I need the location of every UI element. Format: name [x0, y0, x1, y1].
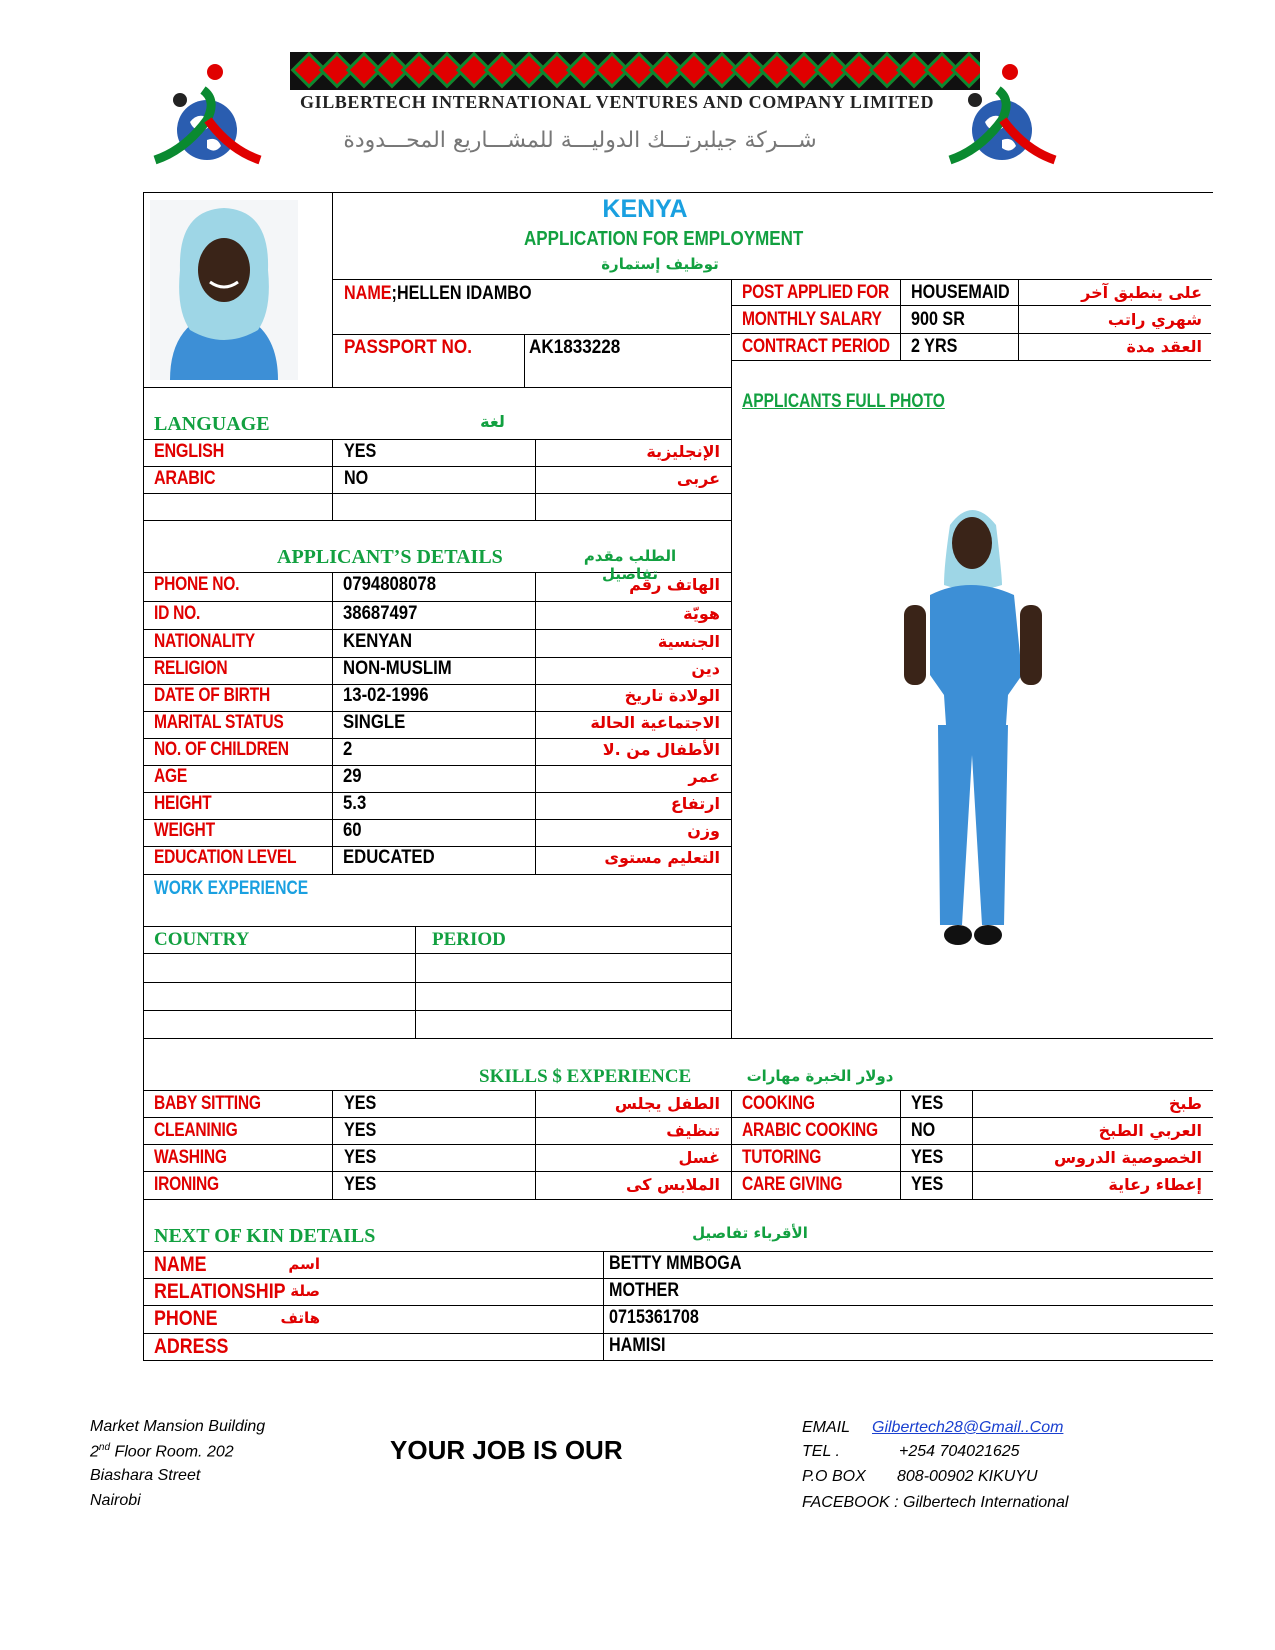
language-value: NO	[344, 468, 369, 489]
language-heading-ar: لغة	[480, 412, 505, 431]
banner-diamond	[951, 52, 980, 88]
skills-heading: SKILLS $ EXPERIENCE	[479, 1066, 692, 1087]
salary-value: 900 SR	[911, 309, 965, 330]
language-label-ar: عربى	[676, 469, 720, 488]
detail-label: NATIONALITY	[154, 631, 255, 652]
kin-label: NAME	[154, 1253, 207, 1276]
detail-label: ID NO.	[154, 603, 201, 624]
detail-label: DATE OF BIRTH	[154, 685, 270, 706]
language-heading: LANGUAGE	[154, 413, 270, 435]
footer-tel-label: TEL .	[802, 1443, 840, 1460]
detail-label: WEIGHT	[154, 820, 215, 841]
detail-label-ar: الهاتف رقم	[629, 575, 720, 594]
work-period-header: PERIOD	[432, 929, 506, 950]
kin-heading: NEXT OF KIN DETAILS	[154, 1225, 376, 1247]
kin-label-ar: صلة	[290, 1282, 320, 1300]
language-label: ARABIC	[154, 468, 216, 489]
detail-value: KENYAN	[343, 631, 413, 652]
skill-value: YES	[911, 1093, 944, 1114]
company-name-ar: شـــركة جيلبرتـــك الدوليـــة للمشـــاريع المحـــدودة	[343, 128, 817, 153]
detail-label: PHONE NO.	[154, 574, 240, 595]
contract-value: 2 YRS	[911, 336, 958, 357]
kin-value: MOTHER	[609, 1280, 679, 1301]
footer-pobox-value: 808-00902 KIKUYU	[897, 1468, 1038, 1485]
contract-label: CONTRACT PERIOD	[742, 336, 890, 357]
skill-label-ar: غسل	[678, 1148, 720, 1167]
detail-label-ar: الولادة تاريخ	[624, 686, 720, 705]
kin-label: PHONE	[154, 1307, 218, 1330]
skill-label: TUTORING	[742, 1147, 822, 1168]
table-rule	[143, 601, 731, 602]
detail-value: 13-02-1996	[343, 685, 429, 706]
salary-ar: شهري راتب	[1107, 310, 1202, 329]
table-rule	[143, 792, 731, 793]
skill-label-ar: الملابس كى	[625, 1175, 720, 1194]
skill-value: YES	[911, 1174, 944, 1195]
language-value: YES	[344, 441, 377, 462]
form-title: APPLICATION FOR EMPLOYMENT	[524, 228, 804, 250]
footer-address-line1: Market Mansion Building	[90, 1418, 266, 1435]
detail-label-ar: الاجتماعية الحالة	[590, 713, 720, 732]
kin-value: 0715361708	[609, 1307, 699, 1328]
detail-value: 0794808078	[343, 574, 436, 595]
footer-tel-value: +254 704021625	[899, 1443, 1020, 1460]
skill-value: YES	[911, 1147, 944, 1168]
detail-label: MARITAL STATUS	[154, 712, 284, 733]
detail-value: 5.3	[343, 793, 367, 814]
footer-email-label: EMAIL	[802, 1419, 851, 1436]
detail-label: EDUCATION LEVEL	[154, 847, 297, 868]
table-rule	[143, 629, 731, 630]
detail-value: NON-MUSLIM	[343, 658, 452, 679]
kin-label: RELATIONSHIP	[154, 1280, 286, 1303]
post-label: POST APPLIED FOR	[742, 282, 889, 303]
detail-label-ar: الجنسية	[657, 632, 720, 651]
applicant-full-photo	[890, 495, 1060, 955]
detail-value: 29	[343, 766, 362, 787]
language-label: ENGLISH	[154, 441, 225, 462]
detail-label: HEIGHT	[154, 793, 212, 814]
detail-label-ar: عمر	[688, 767, 720, 786]
skill-label-ar: العربي الطبخ	[1098, 1121, 1202, 1140]
kin-label: ADRESS	[154, 1335, 229, 1358]
skill-value: YES	[344, 1120, 377, 1141]
applicant-portrait-photo	[150, 200, 298, 380]
kin-value: BETTY MMBOGA	[609, 1253, 742, 1274]
skill-value: YES	[344, 1174, 377, 1195]
skill-label-ar: طبخ	[1168, 1094, 1202, 1113]
detail-label-ar: التعليم مستوى	[604, 848, 720, 867]
skill-value: NO	[911, 1120, 936, 1141]
skill-label-ar: الطفل يجلس	[614, 1094, 720, 1113]
skill-value: YES	[344, 1147, 377, 1168]
passport-label: PASSPORT NO.	[344, 337, 472, 358]
skill-label: IRONING	[154, 1174, 219, 1195]
detail-value: 60	[343, 820, 362, 841]
passport-value: AK1833228	[529, 337, 621, 358]
detail-label: AGE	[154, 766, 188, 787]
language-label-ar: الإنجليزية	[646, 442, 720, 461]
skills-heading-ar: دولار الخبرة مهارات	[746, 1067, 894, 1085]
work-experience-heading: WORK EXPERIENCE	[154, 878, 309, 899]
skill-label: ARABIC COOKING	[742, 1120, 878, 1141]
post-value: HOUSEMAID	[911, 282, 1010, 303]
skill-label-ar: تنظيف	[666, 1121, 720, 1140]
detail-label: NO. OF CHILDREN	[154, 739, 289, 760]
company-logo-left	[145, 60, 270, 175]
form-title-ar: توظيف إستمارة	[601, 255, 719, 273]
work-country-header: COUNTRY	[154, 929, 250, 950]
footer-address-line3: Biashara Street	[90, 1467, 201, 1484]
kin-value: HAMISI	[609, 1335, 666, 1356]
kin-label-ar: اسم	[288, 1255, 320, 1273]
detail-value: EDUCATED	[343, 847, 435, 868]
company-name-en: GILBERTECH INTERNATIONAL VENTURES AND COMPANY LIMITED	[300, 92, 935, 112]
details-heading-ar: الطلب مقدم تفاصيل	[583, 547, 677, 583]
detail-label-ar: الأطفال من .لا	[602, 740, 720, 759]
skill-label-ar: إعطاء رعاية	[1108, 1175, 1202, 1194]
kin-heading-ar: الأقرباء تفاصيل	[692, 1224, 808, 1242]
contract-ar: العقد مدة	[1126, 337, 1202, 356]
detail-label-ar: ارتفاع	[670, 794, 720, 813]
skill-label: WASHING	[154, 1147, 227, 1168]
footer-address-line2: 2nd Floor Room. 202	[90, 1442, 234, 1461]
footer-address-line4: Nairobi	[90, 1492, 141, 1509]
full-photo-label: APPLICANTS FULL PHOTO	[742, 391, 945, 412]
header-banner	[290, 52, 980, 90]
footer-pobox-label: P.O BOX	[802, 1468, 866, 1485]
footer-facebook: FACEBOOK : Gilbertech International	[802, 1494, 1069, 1511]
skill-label: CARE GIVING	[742, 1174, 843, 1195]
name-field: NAME;HELLEN IDAMBO	[344, 283, 532, 304]
detail-label-ar: هويّة	[683, 604, 720, 623]
table-rule	[143, 874, 731, 875]
footer-email-link[interactable]: Gilbertech28@Gmail..Com	[872, 1419, 1064, 1436]
kin-label-ar: هاتف	[280, 1309, 320, 1327]
skill-value: YES	[344, 1093, 377, 1114]
detail-label-ar: وزن	[687, 821, 720, 840]
detail-value: 38687497	[343, 603, 418, 624]
skill-label: CLEANINIG	[154, 1120, 238, 1141]
skill-label-ar: الخصوصية الدروس	[1053, 1148, 1202, 1167]
detail-label: RELIGION	[154, 658, 228, 679]
table-rule	[143, 765, 731, 766]
salary-label: MONTHLY SALARY	[742, 309, 882, 330]
skill-label: COOKING	[742, 1093, 815, 1114]
details-heading: APPLICANT’S DETAILS	[277, 546, 503, 568]
post-ar: على ينطبق آخر	[1081, 283, 1202, 302]
skill-label: BABY SITTING	[154, 1093, 261, 1114]
table-rule	[143, 819, 731, 820]
footer-slogan: YOUR JOB IS OUR	[390, 1435, 623, 1465]
detail-label-ar: دين	[691, 659, 720, 678]
detail-value: SINGLE	[343, 712, 406, 733]
detail-value: 2	[343, 739, 353, 760]
country-heading: KENYA	[602, 195, 688, 223]
